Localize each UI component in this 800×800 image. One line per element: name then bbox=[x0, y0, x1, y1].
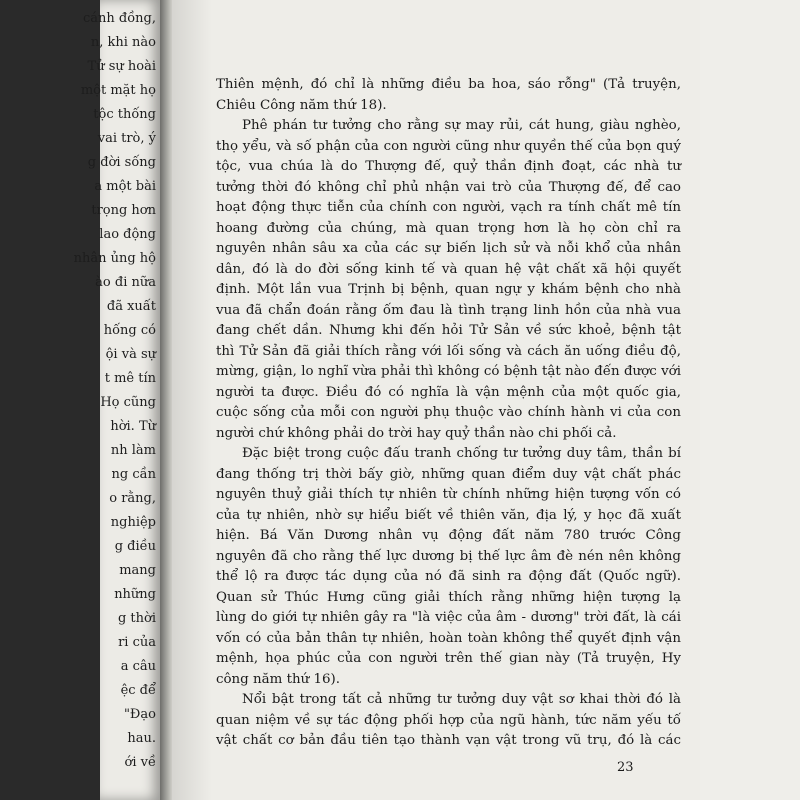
body-text-line: người chứ không phải do trời hay quỷ thần nào chi phối cả. bbox=[216, 425, 617, 441]
body-text-line: người ta được. Điều đó có nghĩa là vận mệnh của một quốc gia, bbox=[216, 384, 681, 400]
body-text-line: Nổi bật trong tất cả những tư tưởng duy vật sơ khai thời đó là bbox=[242, 692, 681, 707]
left-page-line: o rằng, bbox=[109, 491, 156, 506]
left-page-line: những bbox=[114, 587, 156, 602]
left-page-line: a một bài bbox=[94, 179, 156, 194]
body-text-line: nguyên thuỷ giải thích tự nhiên từ chính những hiện tượng vốn có bbox=[216, 487, 681, 502]
left-page-line: ội và sự bbox=[105, 347, 156, 362]
left-page-line: ng cần bbox=[111, 467, 156, 482]
body-text-line: Quan sử Thúc Hưng cũng giải thích rằng những hiện tượng lạ bbox=[216, 589, 681, 605]
body-text-line: hoạt động thực tiễn của chính con người, vạch ra tính chất mê tín bbox=[216, 200, 681, 215]
body-text-line: Chiêu Công năm thứ 18). bbox=[216, 97, 387, 113]
left-page-line: đã xuất bbox=[106, 299, 156, 314]
left-page-line: mang bbox=[119, 563, 156, 578]
body-text-line: Thiên mệnh, đó chỉ là những điều ba hoa, sáo rỗng" (Tả truyện, bbox=[216, 77, 681, 92]
body-text-line: công năm thứ 16). bbox=[216, 671, 340, 687]
left-page-line: t mê tín bbox=[104, 371, 156, 386]
body-text-line: tưởng thời đó không chỉ phủ nhận vai trò của Thượng đế, để cao bbox=[216, 179, 681, 195]
body-text-line: Phê phán tư tưởng cho rằng sự may rủi, cát hung, giàu nghèo, bbox=[242, 118, 681, 133]
left-page-line: lao động bbox=[99, 227, 156, 242]
left-page-line: g thời bbox=[117, 611, 156, 626]
body-text-line: lùng do giới tự nhiên gây ra "là việc của âm - dương" trời đất, là cái bbox=[216, 610, 681, 625]
left-page-line: vai trò, ý bbox=[97, 131, 156, 146]
body-text-line: định. Một lần vua Trịnh bị bệnh, quan ngự y khám bệnh cho nhà bbox=[216, 282, 681, 297]
left-page bbox=[73, 0, 160, 800]
left-page-line: ới về bbox=[124, 755, 156, 770]
left-page-line: cánh đồng, bbox=[82, 11, 156, 26]
left-page-line: nhân ủng hộ bbox=[73, 251, 156, 266]
body-text-line: vật chất cơ bản đầu tiên tạo thành vạn vật trong vũ trụ, đó là các bbox=[216, 733, 681, 748]
left-page-line: "Đạo bbox=[123, 707, 156, 722]
body-text-line: nguyên nhân sâu xa của các sự biến lịch sử và nỗi khổ của nhân bbox=[216, 241, 681, 256]
main-page bbox=[172, 0, 700, 800]
body-text-line: cuộc sống của mỗi con người phụ thuộc vào chính hành vi của con bbox=[216, 405, 681, 420]
left-page-line: g đời sống bbox=[87, 155, 156, 170]
body-text-line: vốn có của bản thân tự nhiên, hoàn toàn không thể quyết định vận bbox=[216, 630, 681, 646]
left-page-line: trọng hơn bbox=[91, 203, 156, 218]
left-page-line: nghiệp bbox=[110, 515, 156, 530]
left-page-line: tộc thống bbox=[93, 107, 156, 122]
left-page-line: n, khi nào bbox=[90, 35, 156, 50]
page-shadow bbox=[172, 0, 212, 800]
left-page-line: hau. bbox=[127, 731, 156, 746]
left-page-line: nh làm bbox=[110, 443, 156, 458]
left-page-line: Họ cũng bbox=[100, 395, 156, 410]
body-text-line: thọ yểu, và số phận của con người cũng như quyền thế của bọn quý bbox=[216, 138, 681, 154]
left-page-line: Tử sự hoài bbox=[87, 59, 156, 74]
left-page-line: hời. Từ bbox=[110, 419, 156, 434]
body-text-line: tộc, vua chúa là do Thượng đế, quỷ thần định đoạt, các nhà tư bbox=[216, 159, 681, 174]
body-text-line: Đặc biệt trong cuộc đấu tranh chống tư tưởng duy tâm, thần bí bbox=[242, 446, 681, 461]
body-text-line: mệnh, họa phúc của con người trên thế gian này (Tả truyện, Hy bbox=[216, 651, 681, 666]
left-page-line: ệc để bbox=[120, 683, 156, 698]
left-page-line: a câu bbox=[120, 659, 156, 674]
body-text-line: đang chết dần. Nhưng khi đến hỏi Tử Sản về sức khoẻ, bệnh tật bbox=[216, 323, 681, 338]
left-page-line: ri của bbox=[118, 635, 156, 650]
left-page-line: g điều bbox=[114, 539, 156, 554]
body-text-line: mừng, giận, lo nghĩ vừa phải thì không có bệnh tật nào đến được với bbox=[216, 364, 681, 379]
body-text-line: thì Tử Sản đã giải thích rằng với lối sống và cách ăn uống điều độ, bbox=[216, 343, 681, 359]
page-number: 23 bbox=[617, 760, 634, 775]
body-text-line: hoang đường của chúng, mà quan trọng hơn là họ còn chỉ ra bbox=[216, 220, 681, 236]
body-text-line: đang thống trị thời bấy giờ, những quan điểm duy vật chất phác bbox=[216, 466, 681, 482]
body-text-line: nguyên đã cho rằng thế lực dương bị thế lực âm đè nén nên không bbox=[216, 548, 681, 564]
body-text-line: hiện. Bá Văn Dương nhân vụ động đất năm 780 trước Công bbox=[216, 528, 681, 543]
left-page-line: ào đi nữa bbox=[95, 275, 156, 290]
page-margin-right bbox=[700, 0, 800, 800]
body-text-line: quan niệm về sự tác động phối hợp của ngũ hành, tức năm yếu tố bbox=[216, 712, 681, 728]
body-text-line: dân, đó là do đời sống kinh tế và quan hệ vật chất xã hội quyết bbox=[216, 261, 681, 277]
body-text-line: vua đã chẩn đoán rằng ốm đau là tình trạng linh hồn của nhà vua bbox=[216, 302, 681, 318]
left-page-line: hống có bbox=[103, 323, 156, 338]
body-text-line: thể lộ ra được tác dụng của nó đã sinh ra động đất (Quốc ngữ). bbox=[216, 569, 681, 584]
body-text-line: của tự nhiên, nhờ sự hiểu biết về thiên văn, địa lý, y học đã xuất bbox=[216, 507, 681, 523]
left-page-line: một mặt họ bbox=[80, 83, 156, 98]
